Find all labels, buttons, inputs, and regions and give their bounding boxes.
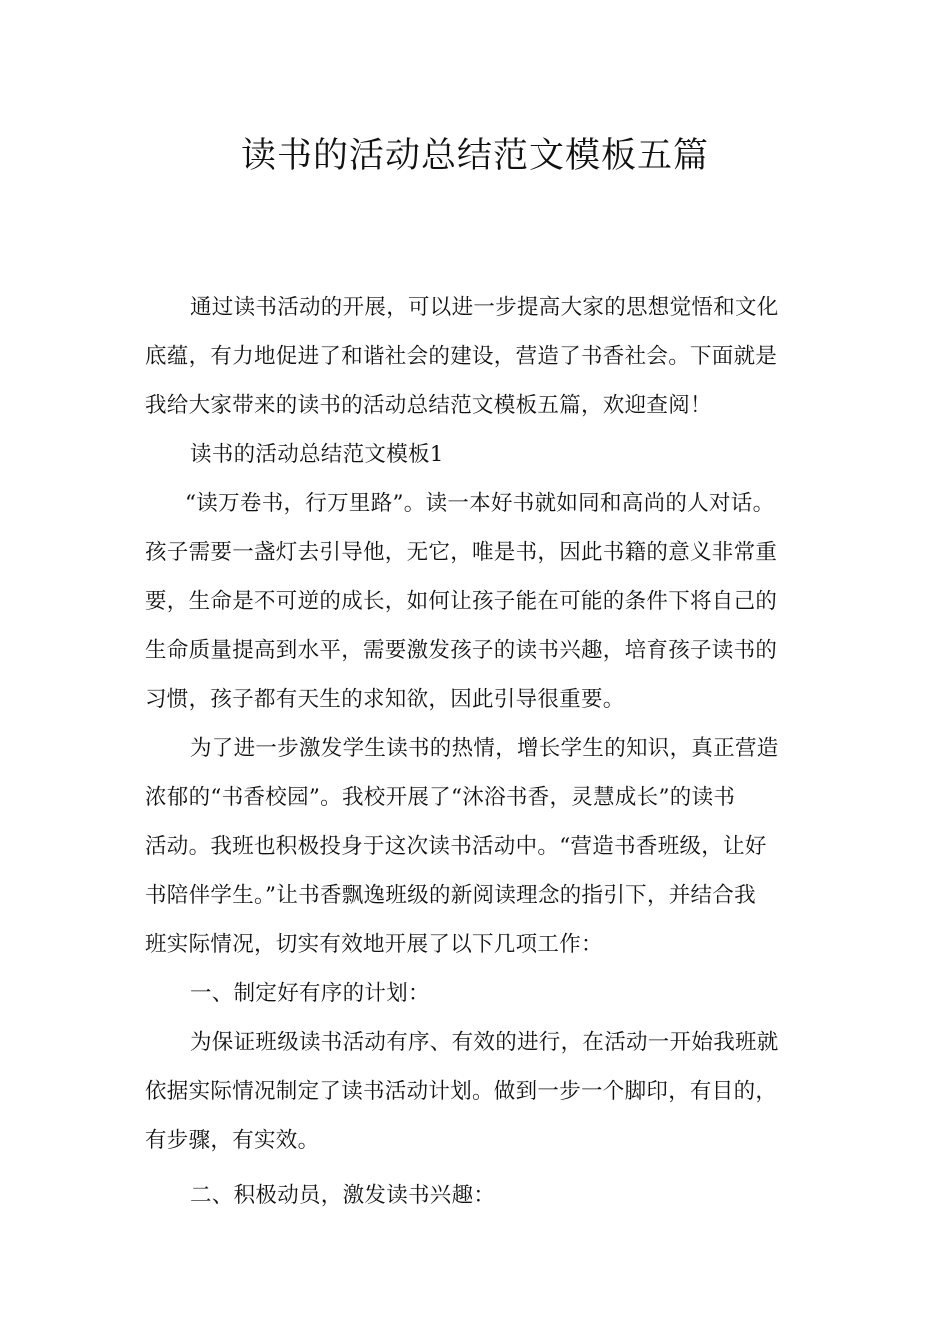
paragraph-line: 为保证班级读书活动有序、有效的进行，在活动一开始我班就 [190, 1030, 779, 1055]
paragraph-line: 依据实际情况制定了读书活动计划。做到一步一个脚印，有目的， [145, 1079, 778, 1104]
paragraph-line: 有步骤，有实效。 [145, 1128, 320, 1153]
paragraph-line: 为了进一步激发学生读书的热情，增长学生的知识，真正营造 [190, 736, 779, 761]
paragraph-line: 班实际情况，切实有效地开展了以下几项工作： [145, 932, 603, 957]
section-heading: 二、积极动员，激发读书兴趣： [190, 1183, 496, 1208]
paragraph-line: 要，生命是不可逆的成长，如何让孩子能在可能的条件下将自己的 [145, 589, 778, 614]
section-heading: 一、制定好有序的计划： [190, 981, 430, 1006]
paragraph-line: 习惯，孩子都有天生的求知欲，因此引导很重要。 [145, 687, 625, 712]
document-title: 读书的活动总结范文模板五篇 [240, 136, 709, 176]
paragraph-line: “读万卷书，行万里路”。读一本好书就如同和高尚的人对话。 [185, 491, 775, 516]
document-body [145, 283, 805, 1220]
paragraph-line: 我给大家带来的读书的活动总结范文模板五篇，欢迎查阅！ [145, 393, 712, 418]
section-heading: 读书的活动总结范文模板1 [190, 442, 444, 467]
paragraph-line: 通过读书活动的开展，可以进一步提高大家的思想觉悟和文化 [190, 295, 779, 320]
paragraph-line: 生命质量提高到水平，需要激发孩子的读书兴趣，培育孩子读书的 [145, 638, 778, 663]
paragraph-line: 孩子需要一盏灯去引导他，无它，唯是书，因此书籍的意义非常重 [145, 540, 778, 565]
paragraph-line: 浓郁的“书香校园”。我校开展了“沐浴书香，灵慧成长”的读书 [145, 785, 736, 810]
paragraph-line: 书陪伴学生。”让书香飘逸班级的新阅读理念的指引下，并结合我 [145, 883, 756, 908]
paragraph-line: 底蕴，有力地促进了和谐社会的建设，营造了书香社会。下面就是 [145, 344, 778, 369]
paragraph-line: 活动。我班也积极投身于这次读书活动中。“营造书香班级，让好 [145, 834, 767, 859]
